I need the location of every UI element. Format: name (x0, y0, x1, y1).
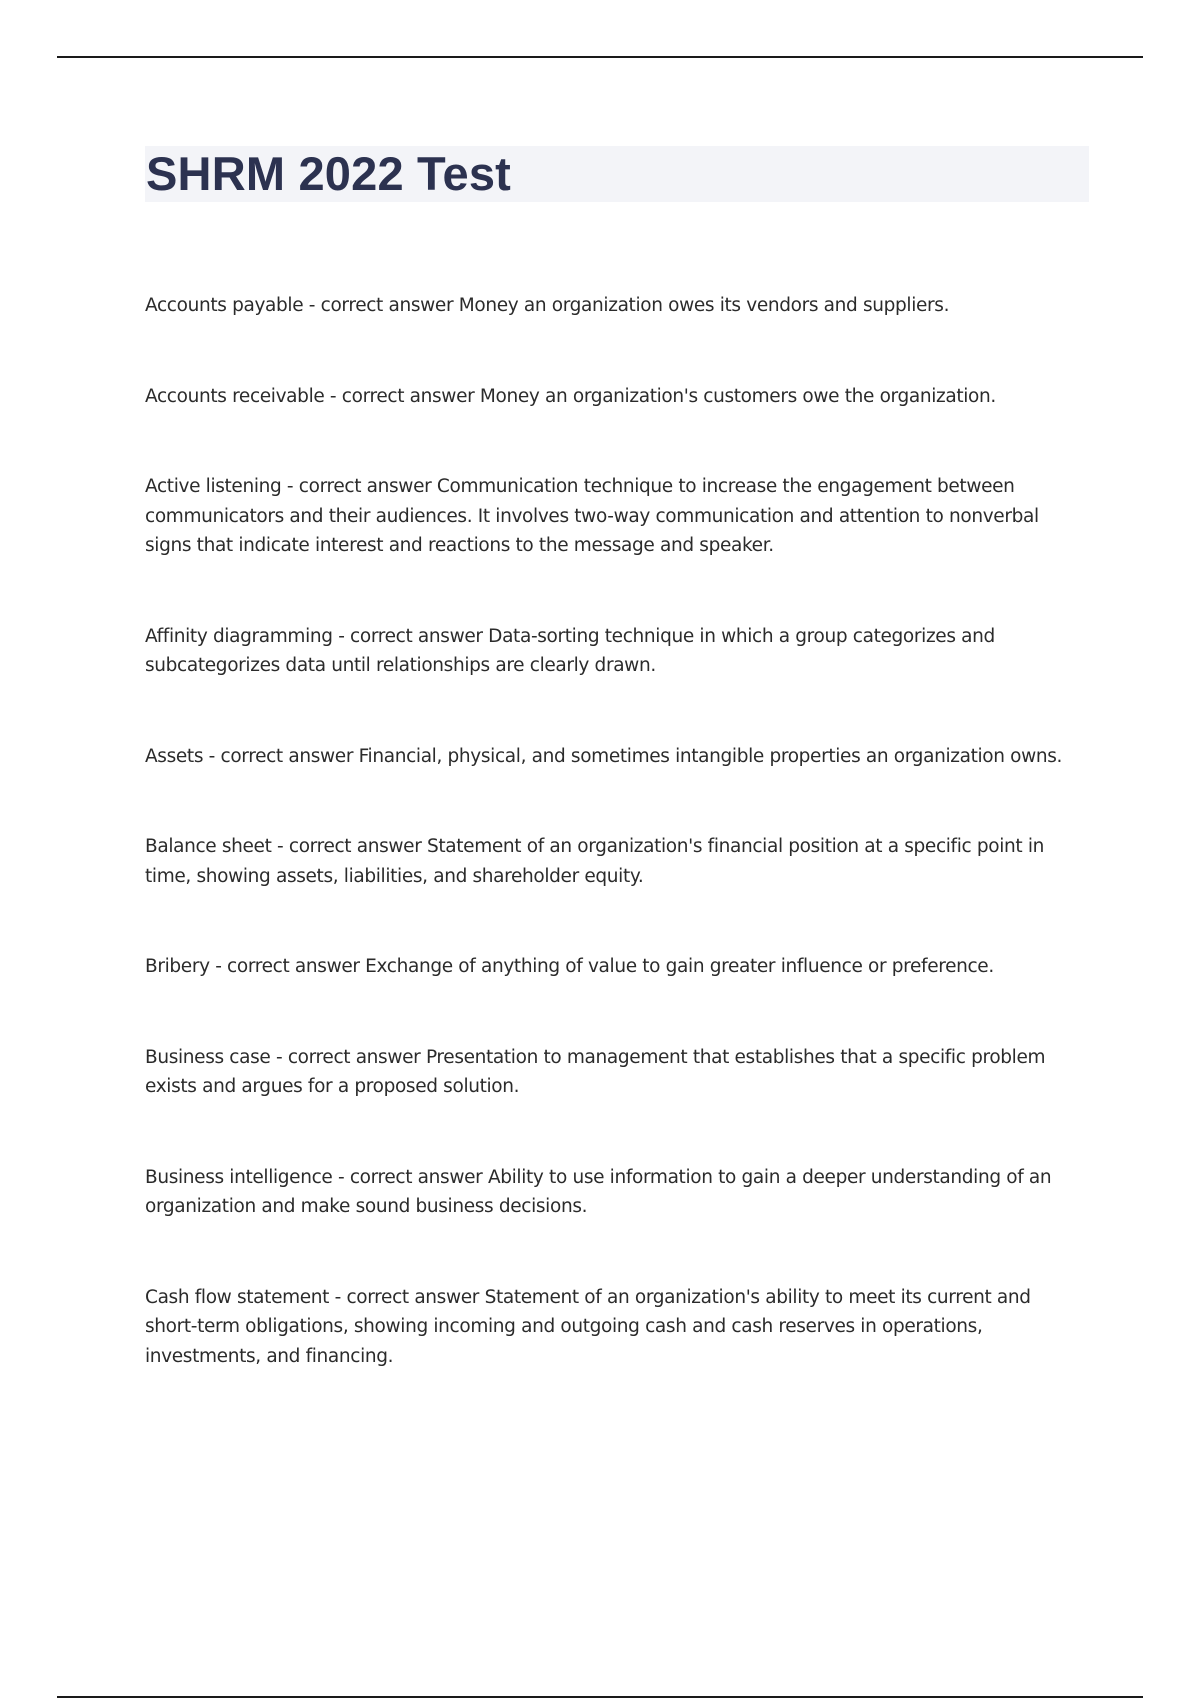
entry-separator: - correct answer (329, 1286, 485, 1308)
entry-separator: - correct answer (324, 385, 480, 407)
entry-term: Accounts receivable (145, 385, 325, 407)
entry-term: Active listening (145, 476, 282, 497)
page-title: SHRM 2022 Test (146, 147, 512, 200)
glossary-entry-balance-sheet (145, 832, 1075, 891)
entry-definition: Exchange of anything of value to gain greater influence or preference. (365, 956, 994, 977)
entry-separator: - correct answer (332, 625, 489, 647)
entry-separator: - correct answer (271, 836, 427, 857)
glossary-entry-accounts-receivable (145, 382, 1075, 412)
entry-term: Business intelligence (145, 1166, 333, 1188)
glossary-entry-bribery (145, 952, 1075, 982)
glossary-entry-accounts-payable (145, 291, 1075, 321)
entry-separator: - correct answer (281, 476, 437, 497)
glossary-entry-business-case (145, 1043, 1075, 1102)
entry-definition: Money an organization owes its vendors and suppliers. (458, 295, 950, 316)
entry-separator: - correct answer (303, 295, 459, 316)
entry-term: Cash flow statement (145, 1286, 330, 1308)
entry-term: Assets (145, 745, 204, 767)
glossary-entry-active-listening (145, 472, 1075, 561)
entry-term: Affinity diagramming (145, 625, 333, 647)
entry-definition: Ability to use information to gain a deeper understanding of an organization and make sound business decisions. (145, 1166, 1052, 1217)
entry-definition: Data-sorting technique in which a group categorizes and subcategorizes data until relationships are clearly drawn. (145, 625, 995, 676)
entry-definition: Money an organization's customers owe the organization. (479, 385, 996, 407)
entry-term: Bribery (145, 956, 210, 977)
entry-definition: Communication technique to increase the engagement between communicators and their audiences. It involves two-way communication and attention to nonverbal signs that indicate interest and reactions to the message and speaker. (145, 476, 1039, 556)
entry-definition: Financial, physical, and sometimes intangible properties an organization owns. (358, 745, 1063, 767)
glossary-entry-affinity-diagramming (145, 622, 1075, 681)
entry-definition: Statement of an organization's financial position at a specific point in time, showing assets, liabilities, and shareholder equity. (145, 836, 1044, 887)
glossary-entry-business-intelligence (145, 1163, 1075, 1222)
glossary-entry-cash-flow-statement (145, 1283, 1075, 1372)
bottom-rule (57, 1696, 1143, 1698)
entry-separator: - correct answer (209, 956, 366, 977)
entry-term: Business case (145, 1046, 271, 1068)
entry-definition: Presentation to management that establishes that a specific problem exists and argues for a proposed solution. (145, 1046, 1046, 1097)
glossary-entry-assets (145, 742, 1075, 772)
top-rule (57, 56, 1143, 58)
entry-separator: - correct answer (332, 1166, 488, 1188)
glossary-list (145, 291, 1075, 1432)
entry-term: Accounts payable (145, 295, 304, 316)
entry-term: Balance sheet (145, 836, 272, 857)
entry-definition: Statement of an organization's ability to meet its current and short-term obligations, showing incoming and outgoing cash and cash reserves in operations, investments, and financing. (145, 1286, 1031, 1367)
entry-separator: - correct answer (270, 1046, 426, 1068)
entry-separator: - correct answer (203, 745, 359, 767)
